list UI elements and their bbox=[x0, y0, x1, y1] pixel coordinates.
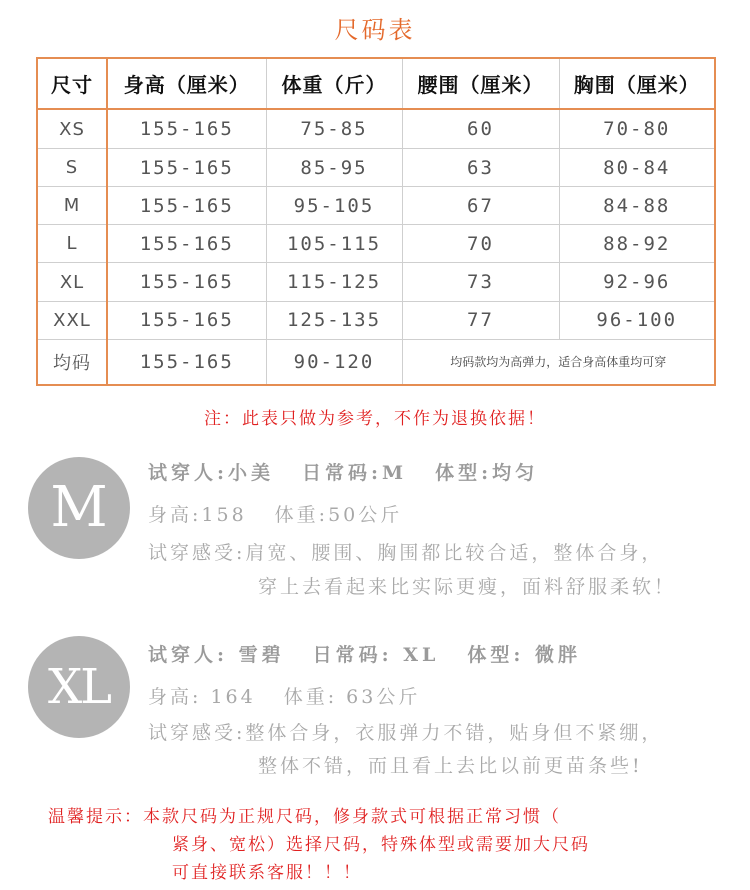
row-waist: 60 bbox=[402, 109, 559, 148]
model-usual-size: 日常码:M bbox=[302, 462, 408, 484]
row-waist: 70 bbox=[402, 225, 559, 263]
row-height: 155-165 bbox=[107, 301, 266, 339]
model-weight: 体重: 63公斤 bbox=[283, 686, 421, 708]
row-chest: 92-96 bbox=[559, 263, 715, 301]
row-size: S bbox=[37, 148, 107, 186]
model-feel-line-2: 穿上去看起来比实际更瘦，面料舒服柔软！ bbox=[258, 576, 677, 598]
model-name: 试穿人: 雪碧 bbox=[148, 644, 285, 666]
row-size: XS bbox=[37, 109, 107, 148]
row-height: 155-165 bbox=[107, 263, 266, 301]
model-xl-info bbox=[148, 640, 581, 667]
row-size: XL bbox=[37, 263, 107, 301]
model-xl-measures bbox=[148, 682, 420, 709]
page-title: 尺码表 bbox=[334, 16, 416, 44]
tip-line-1: 温馨提示：本款尺码为正规尺码，修身款式可根据正常习惯（ bbox=[48, 807, 561, 827]
model-usual-size: 日常码: XL bbox=[312, 644, 440, 666]
row-size: 均码 bbox=[37, 339, 107, 385]
row-chest: 88-92 bbox=[559, 225, 715, 263]
model-m-measures bbox=[148, 500, 402, 527]
model-name: 试穿人:小美 bbox=[148, 462, 275, 484]
table-row-one-size bbox=[37, 339, 715, 385]
model-feel-line-1: 试穿感受:整体合身，衣服弹力不错，贴身但不紧绷， bbox=[148, 722, 664, 744]
tip-line-2: 紧身、宽松）选择尺码，特殊体型或需要加大尺码 bbox=[172, 835, 590, 855]
row-height: 155-165 bbox=[107, 109, 266, 148]
row-waist: 73 bbox=[402, 263, 559, 301]
model-weight: 体重:50公斤 bbox=[274, 504, 403, 526]
row-height: 155-165 bbox=[107, 225, 266, 263]
row-weight: 95-105 bbox=[266, 187, 402, 225]
row-chest: 80-84 bbox=[559, 148, 715, 186]
model-body-type: 体型:均匀 bbox=[435, 462, 539, 484]
row-height: 155-165 bbox=[107, 339, 266, 385]
model-feel-line-1: 试穿感受:肩宽、腰围、胸围都比较合适，整体合身， bbox=[148, 542, 664, 564]
row-waist: 77 bbox=[402, 301, 559, 339]
header-size: 尺寸 bbox=[37, 58, 107, 109]
row-waist: 67 bbox=[402, 187, 559, 225]
row-chest: 84-88 bbox=[559, 187, 715, 225]
row-weight: 125-135 bbox=[266, 301, 402, 339]
table-row bbox=[37, 263, 715, 301]
row-size: L bbox=[37, 225, 107, 263]
row-height: 155-165 bbox=[107, 148, 266, 186]
row-height: 155-165 bbox=[107, 187, 266, 225]
row-weight: 85-95 bbox=[266, 148, 402, 186]
row-weight: 75-85 bbox=[266, 109, 402, 148]
size-chart-table bbox=[36, 57, 716, 386]
header-weight: 体重（斤） bbox=[266, 58, 402, 109]
model-body-type: 体型: 微胖 bbox=[467, 644, 582, 666]
row-chest: 96-100 bbox=[559, 301, 715, 339]
header-height: 身高（厘米） bbox=[107, 58, 266, 109]
table-row bbox=[37, 187, 715, 225]
header-waist: 腰围（厘米） bbox=[402, 58, 559, 109]
model-height: 身高: 164 bbox=[148, 686, 256, 708]
model-height: 身高:158 bbox=[148, 504, 247, 526]
reference-notice: 注：此表只做为参考，不作为退换依据！ bbox=[204, 409, 546, 429]
row-weight: 105-115 bbox=[266, 225, 402, 263]
row-waist: 63 bbox=[402, 148, 559, 186]
header-chest: 胸围（厘米） bbox=[559, 58, 715, 109]
model-feel-line-2: 整体不错，而且看上去比以前更苗条些! bbox=[258, 755, 643, 777]
row-weight: 90-120 bbox=[266, 339, 402, 385]
table-row bbox=[37, 301, 715, 339]
row-weight: 115-125 bbox=[266, 263, 402, 301]
size-badge-xl: XL bbox=[28, 636, 130, 738]
model-m-info bbox=[148, 458, 538, 485]
size-badge-m: M bbox=[28, 457, 130, 559]
table-row bbox=[37, 109, 715, 148]
table-row bbox=[37, 148, 715, 186]
table-row bbox=[37, 225, 715, 263]
row-size: M bbox=[37, 187, 107, 225]
table-header-row bbox=[37, 58, 715, 109]
tip-line-3: 可直接联系客服！！！ bbox=[172, 863, 362, 883]
row-chest: 70-80 bbox=[559, 109, 715, 148]
row-size: XXL bbox=[37, 301, 107, 339]
one-size-note: 均码款均为高弹力，适合身高体重均可穿 bbox=[402, 339, 715, 385]
